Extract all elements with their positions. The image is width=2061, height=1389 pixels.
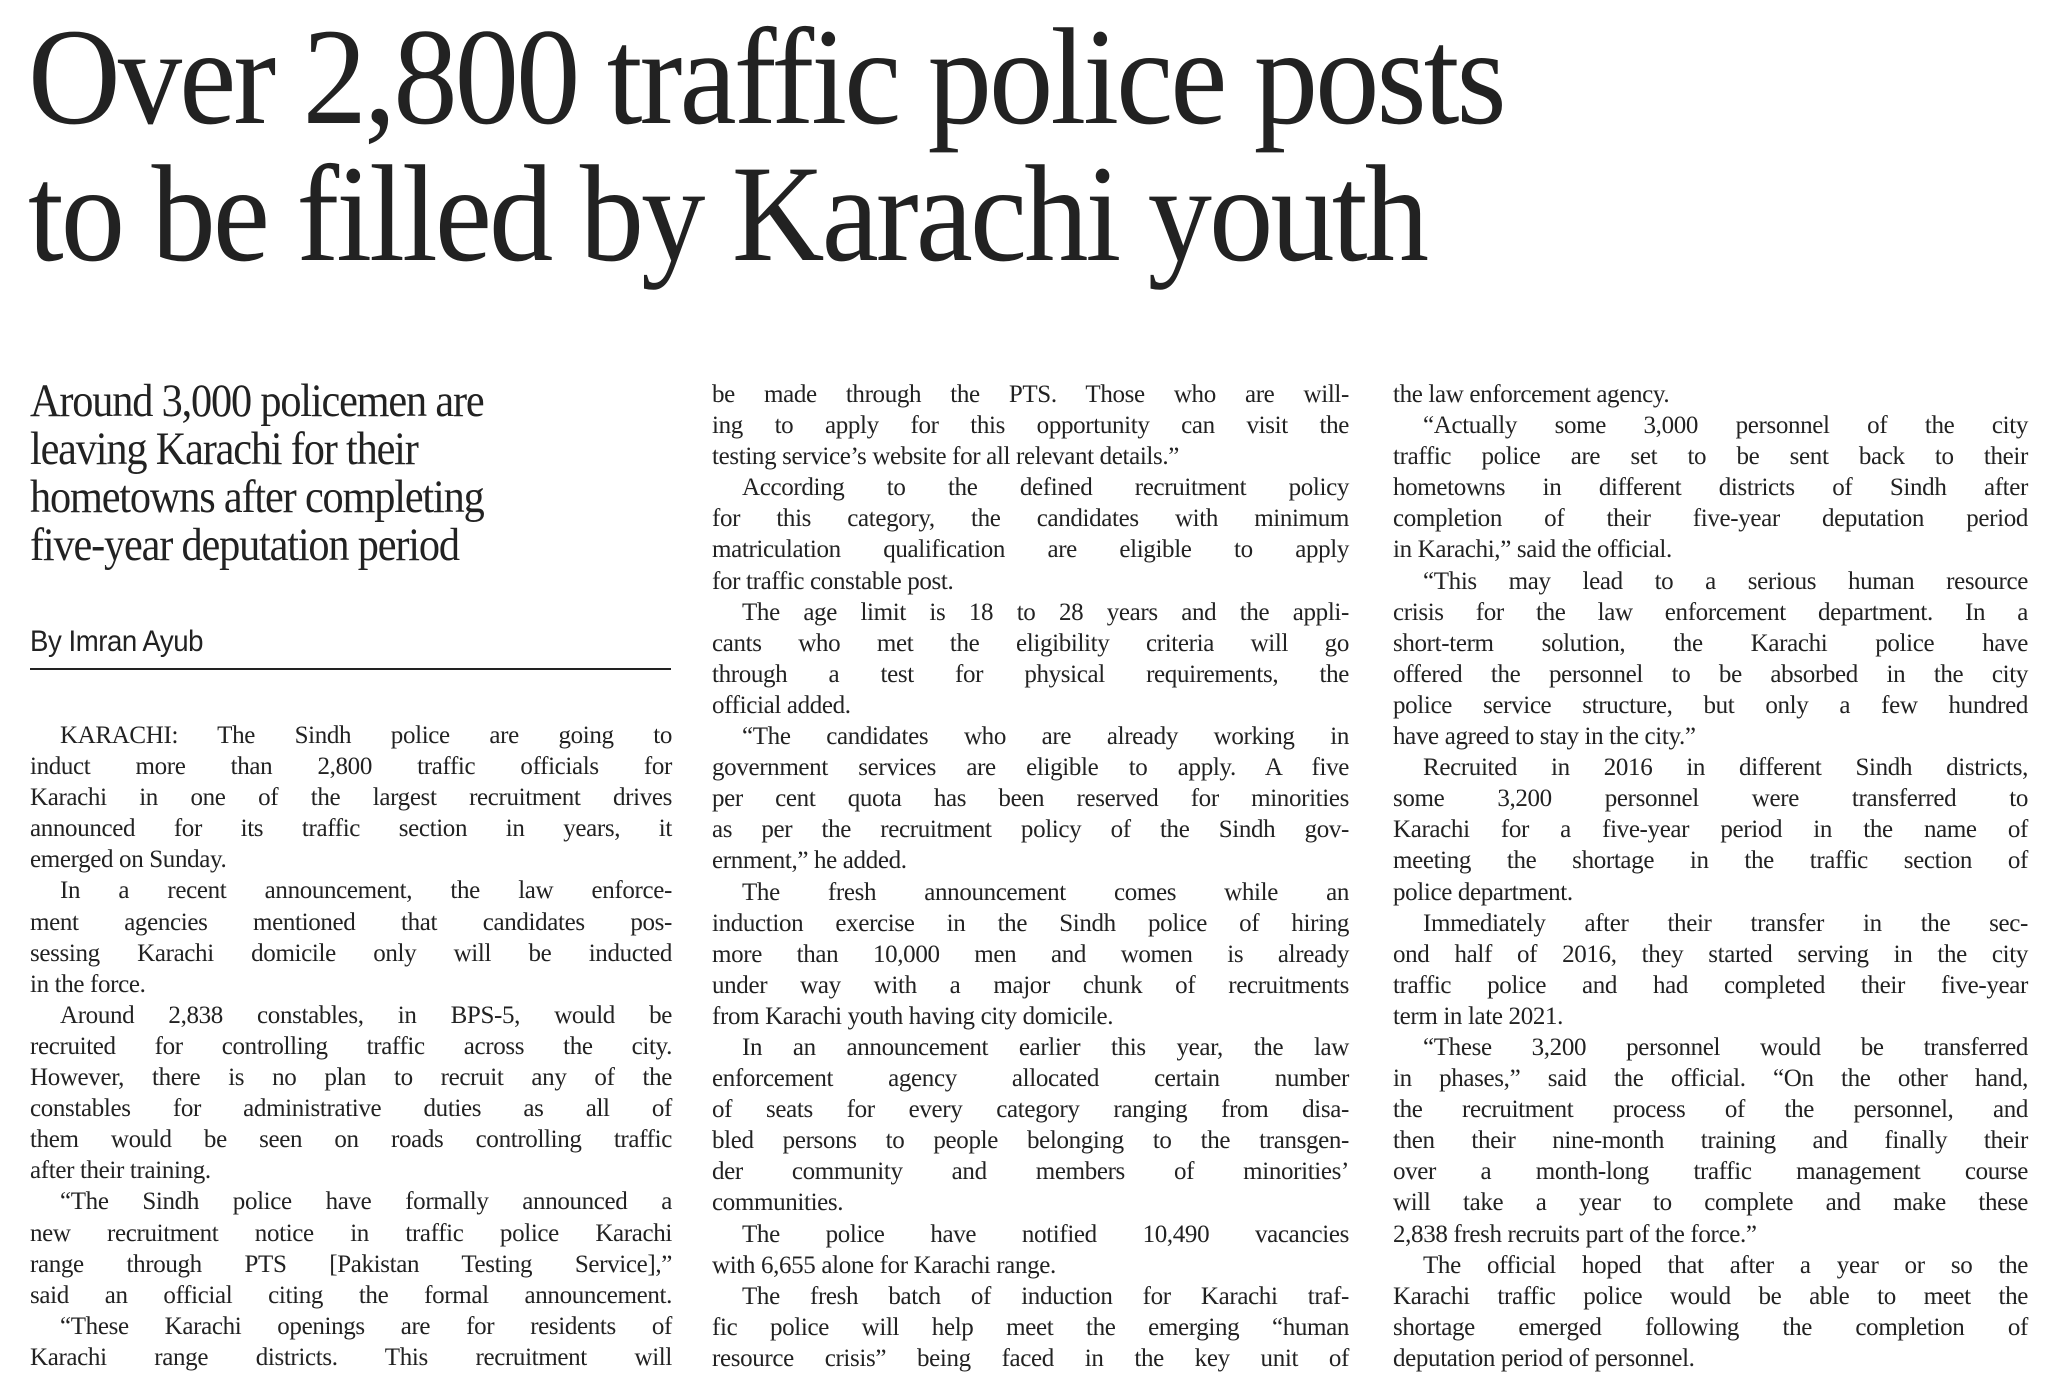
body-text-line: crisis for the law enforcement department. In a (1393, 598, 2028, 626)
body-text-line: said an official citing the formal announcement. (30, 1281, 672, 1309)
body-text-line: In a recent announcement, the law enforce- (60, 877, 672, 905)
body-column-1 (30, 720, 672, 1373)
body-text-line: fic police will help meet the emerging “human (712, 1313, 1349, 1341)
body-text-line: then their nine-month training and finally their (1393, 1127, 2028, 1155)
body-text-line: The fresh announcement comes while an (742, 878, 1349, 906)
subheading-line: leaving Karachi for their (30, 423, 418, 475)
body-text-line: shortage emerged following the completion of (1393, 1313, 2028, 1341)
headline-line: Over 2,800 traffic police posts (28, 0, 1504, 153)
body-text-line: “This may lead to a serious human resource (1423, 567, 2028, 595)
body-text-line: “The candidates who are already working in (742, 723, 1349, 751)
body-text-line: ond half of 2016, they started serving in the city (1393, 940, 2028, 968)
body-text-line: The age limit is 18 to 28 years and the appli- (742, 598, 1349, 626)
body-text-line: new recruitment notice in traffic police Karachi (30, 1219, 672, 1247)
body-text-line: through a test for physical requirements, the (712, 660, 1349, 688)
body-text-line: ernment,” he added. (712, 847, 907, 875)
body-text-line: sessing Karachi domicile only will be inducted (30, 939, 672, 967)
body-text-line: “The Sindh police have formally announced a (60, 1188, 672, 1216)
body-text-line: “Actually some 3,000 personnel of the city (1423, 412, 2028, 440)
body-text-line: hometowns in different districts of Sindh after (1393, 474, 2028, 502)
body-text-line: government services are eligible to apply. A five (712, 754, 1349, 782)
subheading-line: hometowns after completing (30, 471, 484, 523)
body-text-line: completion of their five-year deputation period (1393, 505, 2028, 533)
body-text-line: enforcement agency allocated certain number (712, 1065, 1349, 1093)
body-column-3 (1393, 379, 2028, 1374)
body-text-line: term in late 2021. (1393, 1002, 1564, 1030)
body-text-line: under way with a major chunk of recruitments (712, 971, 1349, 999)
subheading-line: five-year deputation period (30, 519, 459, 571)
body-text-line: them would be seen on roads controlling traffic (30, 1126, 672, 1154)
body-text-line: “These Karachi openings are for residents of (60, 1312, 672, 1340)
body-text-line: have agreed to stay in the city.” (1393, 723, 1696, 751)
body-text-line: will take a year to complete and make these (1393, 1189, 2028, 1217)
body-text-line: induct more than 2,800 traffic officials for (30, 753, 672, 781)
body-text-line: more than 10,000 men and women is already (712, 940, 1349, 968)
body-text-line: The police have notified 10,490 vacancies (742, 1220, 1349, 1248)
body-text-line: the recruitment process of the personnel, and (1393, 1096, 2028, 1124)
body-text-line: Karachi traffic police would be able to meet the (1393, 1282, 2028, 1310)
body-text-line: police service structure, but only a few hundred (1393, 691, 2028, 719)
body-column-2 (712, 379, 1349, 1374)
body-text-line: with 6,655 alone for Karachi range. (712, 1251, 1056, 1279)
body-text-line: Karachi range districts. This recruitment will (30, 1343, 672, 1371)
body-text-line: official added. (712, 691, 851, 719)
body-text-line: bled persons to people belonging to the transgen- (712, 1127, 1349, 1155)
body-text-line: emerged on Sunday. (30, 846, 227, 874)
byline-divider (30, 668, 671, 670)
body-text-line: cants who met the eligibility criteria will go (712, 629, 1349, 657)
body-text-line: deputation period of personnel. (1393, 1344, 1695, 1372)
body-text-line: testing service’s website for all relevant details.” (712, 443, 1180, 471)
body-text-line: communities. (712, 1189, 844, 1217)
headline-line: to be filled by Karachi youth (28, 137, 1427, 290)
body-text-line: Immediately after their transfer in the sec- (1423, 909, 2028, 937)
body-text-line: traffic police are set to be sent back to their (1393, 443, 2028, 471)
subheading (30, 377, 624, 569)
body-text-line: According to the defined recruitment policy (742, 474, 1349, 502)
body-text-line: after their training. (30, 1157, 211, 1185)
body-text-line: over a month-long traffic management course (1393, 1158, 2028, 1186)
body-text-line: ing to apply for this opportunity can visit the (712, 412, 1349, 440)
body-text-line: The official hoped that after a year or so the (1423, 1251, 2028, 1279)
body-text-line: per cent quota has been reserved for minorities (712, 785, 1349, 813)
body-text-line: meeting the shortage in the traffic section of (1393, 847, 2028, 875)
headline (28, 0, 1888, 290)
subheading-line: Around 3,000 policemen are (30, 375, 484, 427)
body-text-line: However, there is no plan to recruit any of the (30, 1064, 672, 1092)
body-text-line: matriculation qualification are eligible to apply (712, 536, 1349, 564)
byline: By Imran Ayub (30, 625, 204, 658)
body-text-line: “These 3,200 personnel would be transferred (1423, 1033, 2028, 1061)
body-text-line: from Karachi youth having city domicile. (712, 1002, 1114, 1030)
body-text-line: as per the recruitment policy of the Sindh gov- (712, 816, 1349, 844)
body-text-line: offered the personnel to be absorbed in the city (1393, 660, 2028, 688)
body-text-line: The fresh batch of induction for Karachi traf- (742, 1282, 1349, 1310)
body-text-line: police department. (1393, 878, 1573, 906)
body-text-line: be made through the PTS. Those who are will- (712, 381, 1349, 408)
body-text-line: for traffic constable post. (712, 567, 954, 595)
body-text-line: in Karachi,” said the official. (1393, 536, 1672, 564)
body-text-line: announced for its traffic section in years, it (30, 815, 672, 843)
body-text-line: ment agencies mentioned that candidates pos- (30, 908, 672, 936)
body-text-line: some 3,200 personnel were transferred to (1393, 785, 2028, 813)
body-text-line: Recruited in 2016 in different Sindh districts, (1423, 754, 2028, 782)
body-text-line: Around 2,838 constables, in BPS-5, would be (60, 1001, 672, 1029)
body-text-line: the law enforcement agency. (1393, 381, 1670, 408)
body-text-line: for this category, the candidates with minimum (712, 505, 1349, 533)
body-text-line: constables for administrative duties as all of (30, 1095, 672, 1123)
body-text-line: induction exercise in the Sindh police of hiring (712, 909, 1349, 937)
body-text-line: resource crisis” being faced in the key unit of (712, 1344, 1349, 1372)
body-text-line: 2,838 fresh recruits part of the force.” (1393, 1220, 1757, 1248)
body-text-line: short-term solution, the Karachi police have (1393, 629, 2028, 657)
body-text-line: Karachi for a five-year period in the name of (1393, 816, 2028, 844)
body-text-line: In an announcement earlier this year, the law (742, 1033, 1349, 1061)
body-text-line: of seats for every category ranging from disa- (712, 1096, 1349, 1124)
body-text-line: recruited for controlling traffic across the city. (30, 1032, 672, 1060)
body-text-line: range through PTS [Pakistan Testing Service],” (30, 1250, 672, 1278)
body-text-line: traffic police and had completed their five-year (1393, 971, 2028, 999)
body-text-line: der community and members of minorities’ (712, 1158, 1349, 1186)
body-text-line: KARACHI: The Sindh police are going to (60, 722, 672, 749)
body-text-line: Karachi in one of the largest recruitment drives (30, 784, 672, 812)
body-text-line: in phases,” said the official. “On the other hand, (1393, 1065, 2028, 1093)
body-text-line: in the force. (30, 970, 146, 998)
